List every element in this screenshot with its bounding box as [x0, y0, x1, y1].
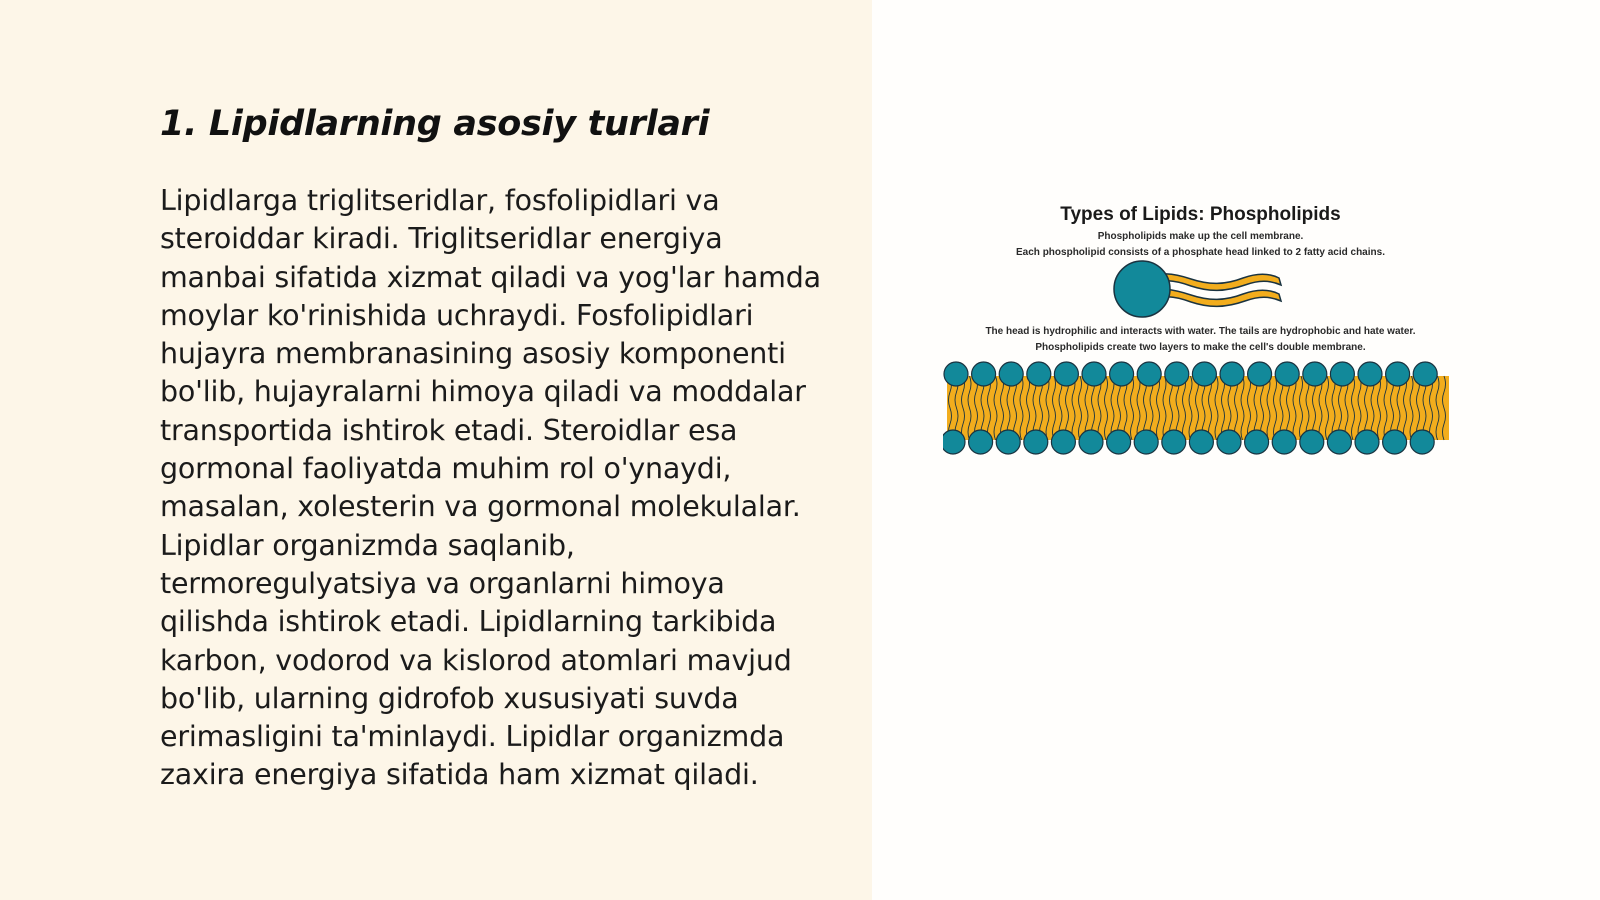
figure-note-1: The head is hydrophilic and interacts with water. The tails are hydrophobic and hate water.: [985, 326, 1416, 337]
phosphate-head-bottom-head: [1410, 430, 1434, 454]
phosphate-head-top-head: [1165, 362, 1189, 386]
phosphate-head-bottom-head: [1327, 430, 1351, 454]
slide-title: 1. Lipidlarning asosiy turlari: [160, 104, 710, 144]
phosphate-head-top-head: [1330, 362, 1354, 386]
phospholipid-bilayer-illustration: [943, 360, 1453, 456]
phosphate-head-top-head: [1220, 362, 1244, 386]
phosphate-head-top-head: [1303, 362, 1327, 386]
phosphate-head: [1114, 261, 1170, 317]
phosphate-head-top-head: [1275, 362, 1299, 386]
phosphate-head-top-head: [972, 362, 996, 386]
phosphate-head-bottom-head: [996, 430, 1020, 454]
phospholipid-molecule-illustration: [1113, 258, 1293, 322]
phosphate-head-bottom-head: [1079, 430, 1103, 454]
phosphate-head-bottom-head: [1107, 430, 1131, 454]
phosphate-head-bottom-head: [1051, 430, 1075, 454]
phosphate-head-top-head: [1413, 362, 1437, 386]
phosphate-head-bottom-head: [1217, 430, 1241, 454]
phospholipid-figure: [948, 196, 1453, 458]
phosphate-head-bottom-head: [1383, 430, 1407, 454]
phosphate-head-bottom-head: [1245, 430, 1269, 454]
phosphate-head-bottom-head: [943, 430, 965, 454]
phosphate-head-top-head: [944, 362, 968, 386]
phosphate-head-bottom-head: [1189, 430, 1213, 454]
figure-note-2: Phospholipids create two layers to make the cell's double membrane.: [1035, 342, 1366, 353]
phosphate-head-bottom-head: [1134, 430, 1158, 454]
phosphate-head-top-head: [1110, 362, 1134, 386]
phosphate-head-top-head: [1027, 362, 1051, 386]
phosphate-head-bottom-head: [969, 430, 993, 454]
phosphate-head-top-head: [1386, 362, 1410, 386]
phosphate-head-bottom-head: [1272, 430, 1296, 454]
phosphate-head-top-head: [999, 362, 1023, 386]
figure-subtitle-2: Each phospholipid consists of a phosphate head linked to 2 fatty acid chains.: [1016, 247, 1385, 258]
phosphate-head-top-head: [1248, 362, 1272, 386]
phosphate-head-bottom-head: [1024, 430, 1048, 454]
phosphate-head-bottom-head: [1162, 430, 1186, 454]
phosphate-head-top-head: [1137, 362, 1161, 386]
figure-title: Types of Lipids: Phospholipids: [1060, 204, 1341, 225]
phosphate-head-top-head: [1054, 362, 1078, 386]
slide-body-text: Lipidlarga triglitseridlar, fosfolipidlari va steroiddar kiradi. Triglitseridlar energiya manbai sifatida xizmat qiladi va yog'lar hamda moylar ko'rinishida uchraydi. Fosfolipidlari hujayra membranasining asosiy komponenti bo'lib, hujayralarni himoya qiladi va moddalar transportida ishtirok etadi. Steroidlar esa gormonal faoliyatda muhim rol o'ynaydi, masalan, xolesterin va gormonal molekulalar. Lipidlar organizmda saqlanib, termoregulyatsiya va organlarni himoya qilishda ishtirok etadi. Lipidlarning tarkibida karbon, vodorod va kislorod atomlari mavjud bo'lib, ularning gidrofob xususiyati suvda erimasligini ta'minlaydi. Lipidlar organizmda zaxira energiya sifatida ham xizmat qiladi.: [160, 184, 821, 792]
phosphate-head-top-head: [1358, 362, 1382, 386]
phosphate-head-bottom-head: [1300, 430, 1324, 454]
phosphate-head-top-head: [1082, 362, 1106, 386]
phosphate-head-top-head: [1192, 362, 1216, 386]
phosphate-head-bottom-head: [1355, 430, 1379, 454]
figure-subtitle-1: Phospholipids make up the cell membrane.: [1097, 231, 1304, 242]
